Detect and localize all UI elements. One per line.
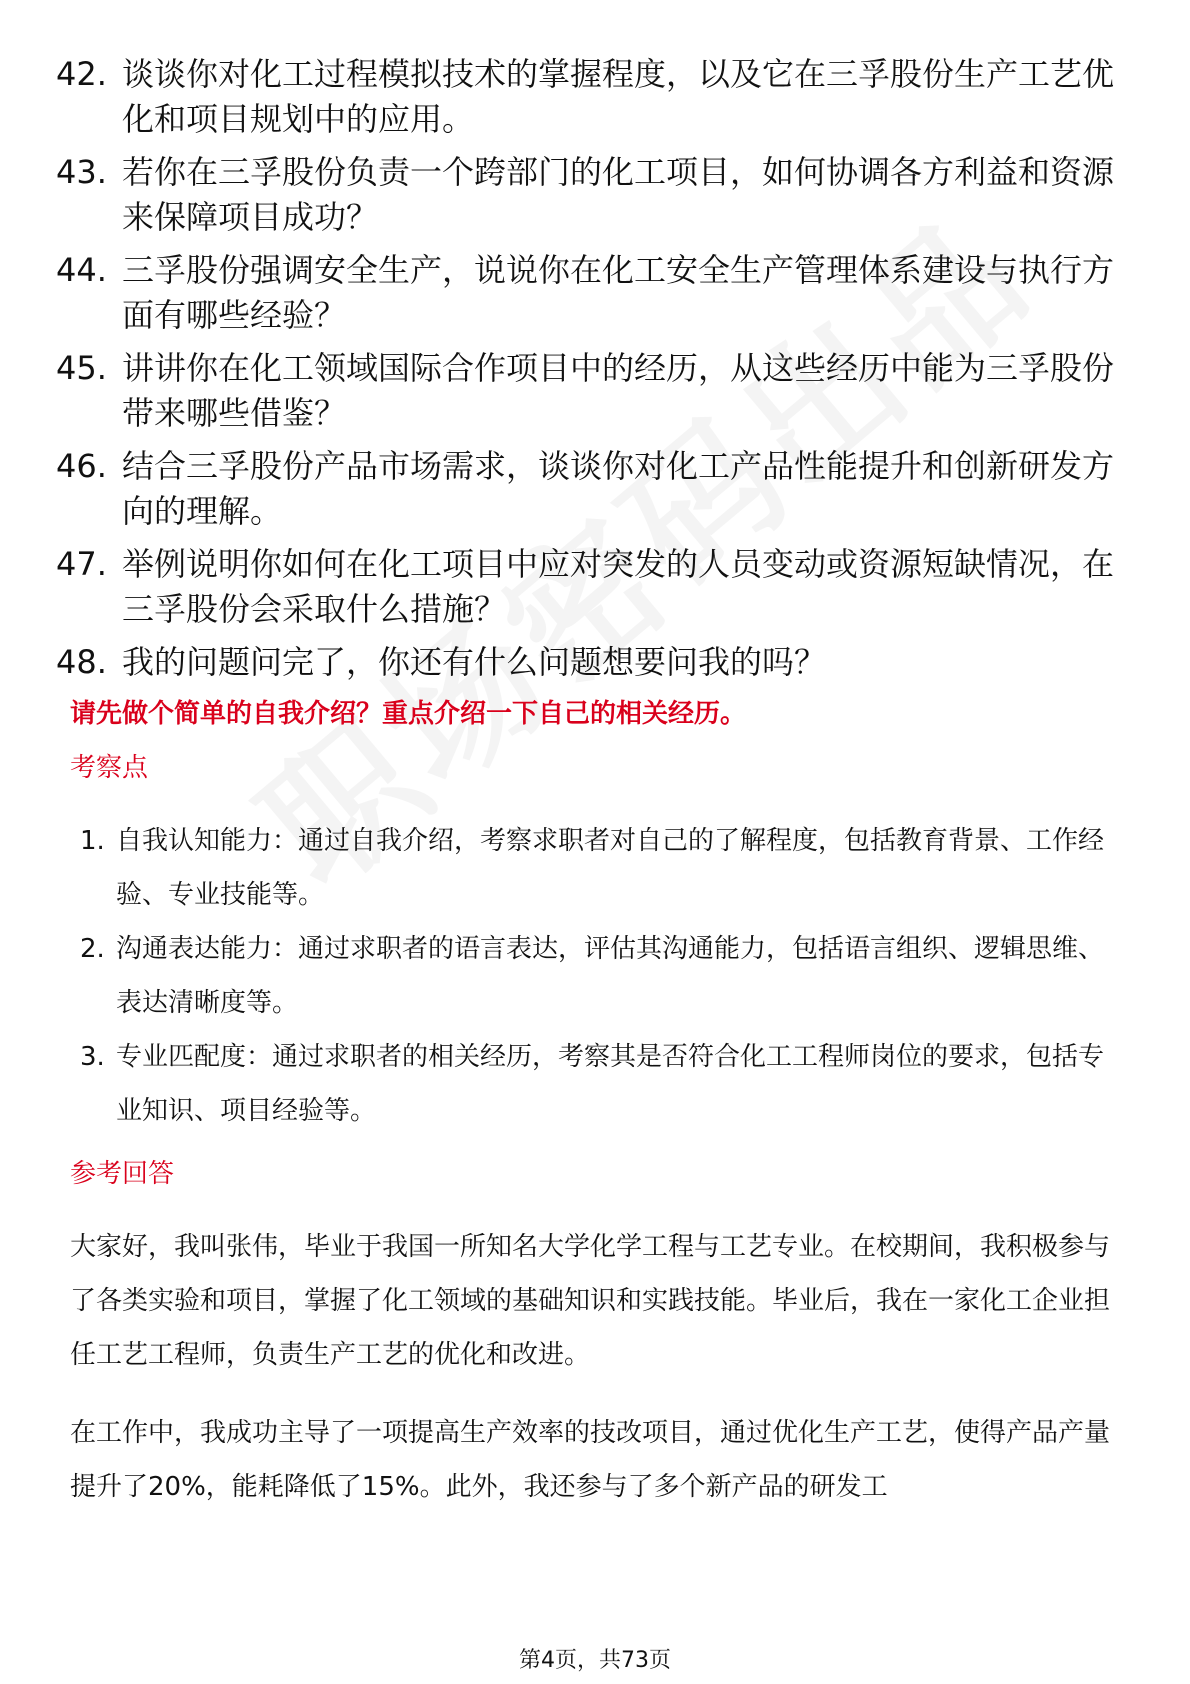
question-text: 若你在三孚股份负责一个跨部门的化工项目，如何协调各方利益和资源来保障项目成功？	[122, 153, 1115, 236]
answer-paragraph: 大家好，我叫张伟，毕业于我国一所知名大学化学工程与工艺专业。在校期间，我积极参与了各类实验和项目，掌握了化工领域的基础知识和实践技能。毕业后，我在一家化工企业担任工艺工程师，负责生产工艺的优化和改进。	[70, 1232, 1111, 1370]
page-footer: 第4页，共73页	[519, 1648, 671, 1673]
question-number: 44.	[56, 251, 107, 289]
question-text: 结合三孚股份产品市场需求，谈谈你对化工产品性能提升和创新研发方向的理解。	[122, 447, 1115, 530]
question-text: 三孚股份强调安全生产，说说你在化工安全生产管理体系建设与执行方面有哪些经验？	[122, 251, 1115, 334]
question-item	[56, 150, 1116, 240]
question-list	[56, 52, 1116, 693]
question-text: 举例说明你如何在化工项目中应对突发的人员变动或资源短缺情况，在三孚股份会采取什么措施？	[122, 545, 1115, 628]
question-number: 47.	[56, 545, 107, 583]
question-number: 45.	[56, 349, 107, 387]
section-question-heading: 请先做个简单的自我介绍？重点介绍一下自己的相关经历。	[70, 699, 747, 729]
question-item	[56, 542, 1116, 632]
question-text: 谈谈你对化工过程模拟技术的掌握程度，以及它在三孚股份生产工艺优化和项目规划中的应用。	[122, 55, 1115, 138]
question-number: 48.	[56, 643, 107, 681]
question-item	[56, 52, 1116, 142]
question-number: 42.	[56, 55, 107, 93]
observation-number: 2.	[80, 934, 105, 964]
question-number: 46.	[56, 447, 107, 485]
question-item	[56, 248, 1116, 338]
question-text: 讲讲你在化工领域国际合作项目中的经历，从这些经历中能为三孚股份带来哪些借鉴？	[122, 349, 1115, 432]
question-item	[56, 640, 1116, 685]
observation-number: 3.	[80, 1042, 105, 1072]
observation-item	[80, 814, 1120, 922]
answer-paragraph: 在工作中，我成功主导了一项提高生产效率的技改项目，通过优化生产工艺，使得产品产量提升了20%，能耗降低了15%。此外，我还参与了多个新产品的研发工	[70, 1418, 1111, 1502]
observation-item	[80, 1030, 1120, 1138]
observation-label: 考察点	[70, 753, 149, 783]
observation-list	[80, 814, 1120, 1138]
observation-text: 沟通表达能力：通过求职者的语言表达，评估其沟通能力，包括语言组织、逻辑思维、表达清晰度等。	[116, 934, 1105, 1018]
question-text: 我的问题问完了，你还有什么问题想要问我的吗？	[122, 643, 827, 681]
observation-number: 1.	[80, 826, 105, 856]
question-number: 43.	[56, 153, 107, 191]
answer-label: 参考回答	[70, 1159, 175, 1189]
observation-text: 专业匹配度：通过求职者的相关经历，考察其是否符合化工工程师岗位的要求，包括专业知识、项目经验等。	[116, 1042, 1105, 1126]
observation-item	[80, 922, 1120, 1030]
observation-text: 自我认知能力：通过自我介绍，考察求职者对自己的了解程度，包括教育背景、工作经验、专业技能等。	[116, 826, 1105, 910]
question-item	[56, 444, 1116, 534]
question-item	[56, 346, 1116, 436]
